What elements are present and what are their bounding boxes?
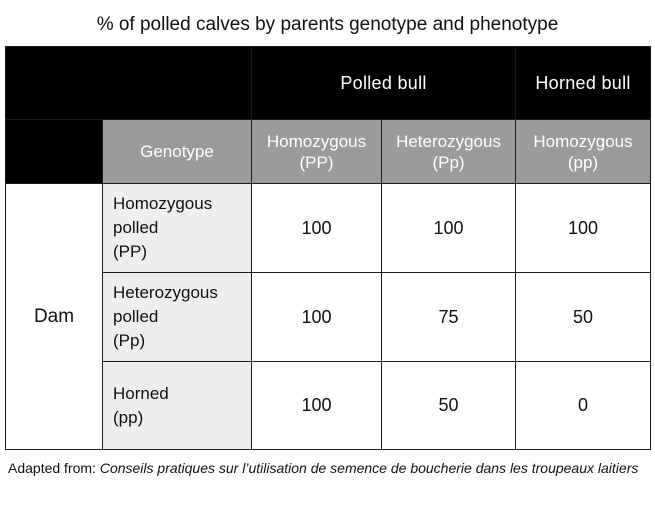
col-header-pp-horned bbox=[516, 120, 651, 184]
row-label-line: (pp) bbox=[113, 407, 144, 427]
row-label-heterozygous-polled bbox=[103, 273, 252, 362]
corner-cell bbox=[6, 47, 252, 120]
col-header-line: Homozygous bbox=[533, 131, 633, 151]
table-cell: 100 bbox=[252, 184, 382, 273]
col-header-line: Heterozygous bbox=[396, 131, 501, 151]
table-cell: 0 bbox=[516, 362, 651, 450]
table-cell: 100 bbox=[516, 184, 651, 273]
corner-cell-lower bbox=[6, 120, 103, 184]
row-label-line: Horned bbox=[113, 383, 169, 403]
col-header-line: (PP) bbox=[299, 152, 334, 172]
table-cell: 50 bbox=[516, 273, 651, 362]
table-cell: 75 bbox=[382, 273, 516, 362]
horned-bull-header: Horned bull bbox=[516, 47, 651, 120]
row-label-line: Heterozygous bbox=[113, 283, 218, 302]
row-label-line: polled bbox=[113, 307, 159, 326]
col-header-line: (Pp) bbox=[432, 152, 465, 172]
table-cell: 100 bbox=[252, 362, 382, 450]
table-cell: 100 bbox=[252, 273, 382, 362]
col-header-pp-hetero bbox=[382, 120, 516, 184]
col-header-line: (pp) bbox=[567, 152, 599, 172]
row-label-line: (PP) bbox=[113, 242, 147, 261]
source-note bbox=[8, 458, 648, 478]
col-header-line: Homozygous bbox=[266, 131, 367, 151]
table-title: % of polled calves by parents genotype and phenotype bbox=[96, 14, 559, 35]
row-label-line: (Pp) bbox=[113, 331, 146, 350]
polled-bull-header: Polled bull bbox=[252, 47, 516, 120]
row-label-line: polled bbox=[113, 218, 159, 237]
dam-label: Dam bbox=[6, 184, 103, 450]
row-label-homozygous-polled bbox=[103, 184, 252, 273]
source-prefix: Adapted from: bbox=[8, 460, 100, 476]
source-citation: Conseils pratiques sur l’utilisation de semence de boucherie dans les troupeaux laitiers bbox=[99, 460, 639, 476]
genotype-label: Genotype bbox=[103, 120, 252, 184]
row-label-line: Homozygous bbox=[113, 194, 213, 213]
table-cell: 100 bbox=[382, 184, 516, 273]
row-label-horned bbox=[103, 362, 252, 450]
genotype-table bbox=[5, 46, 651, 450]
col-header-pp-polled bbox=[252, 120, 382, 184]
table-cell: 50 bbox=[382, 362, 516, 450]
